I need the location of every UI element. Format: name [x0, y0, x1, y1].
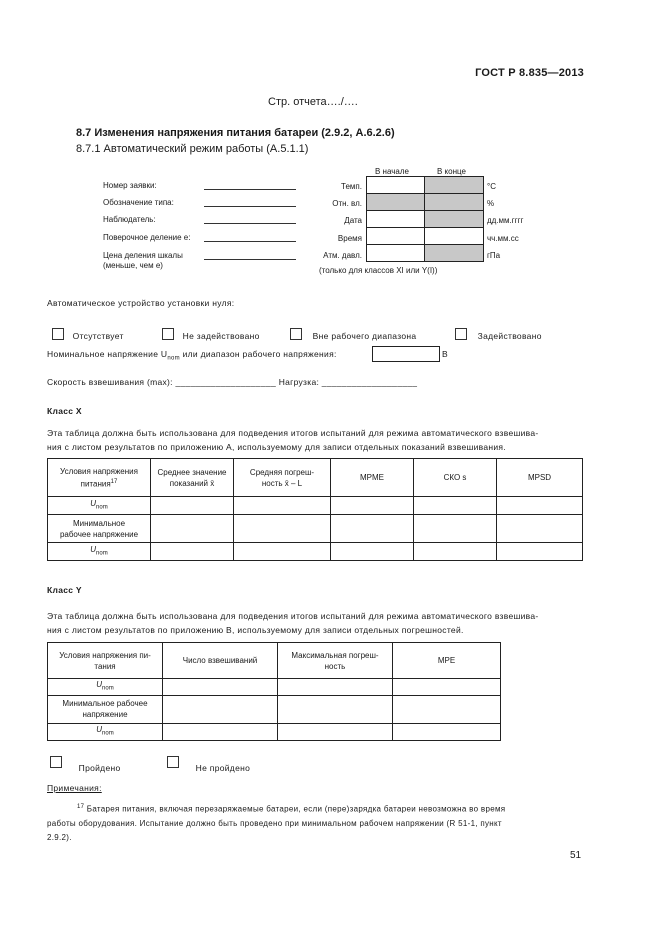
type-designation-label: Обозначение типа:	[103, 198, 174, 207]
date-start-cell[interactable]	[367, 211, 425, 228]
class-y-text-2: ния с листом результатов по приложению В, используемому для записи отдельных погрешностей.	[47, 625, 464, 635]
result-fail[interactable]: Не пройдено	[167, 756, 250, 769]
class-y-table	[47, 642, 501, 741]
table-row	[48, 497, 583, 515]
cy-header-mpe: MPE	[393, 643, 501, 679]
cy-row-min-voltage: Минимальное рабочее напряжение	[48, 695, 163, 723]
cy-header-max-error: Максимальная погреш- ность	[278, 643, 393, 679]
checkbox-absent[interactable]	[52, 328, 64, 340]
voltage-unit: В	[442, 349, 448, 359]
class-y-text-1: Эта таблица должна быть использована для подведения итогов испытаний для режима автоматического взвешива-	[47, 611, 539, 621]
time-start-cell[interactable]	[367, 228, 425, 245]
pressure-label: Атм. давл.	[323, 251, 362, 260]
checkbox-out-of-range[interactable]	[290, 328, 302, 340]
cx-header-mpme: MPME	[331, 459, 414, 497]
humidity-end-cell	[425, 194, 484, 211]
page-number: 51	[570, 850, 582, 861]
zero-option-not-engaged[interactable]: Не задействовано	[162, 328, 260, 341]
table-row	[48, 515, 583, 543]
date-unit: дд.мм.гггг	[487, 216, 524, 225]
cx-header-conditions: Условия напряжения питания$^{17}$	[48, 459, 151, 497]
cx-row-unom: $U_{nom}$	[48, 497, 151, 515]
time-end-cell[interactable]	[425, 228, 484, 245]
speed-load-line: Скорость взвешивания (max): ____________________ Нагрузка: ___________________	[47, 377, 418, 387]
cy-header-count: Число взвешиваний	[163, 643, 278, 679]
temp-start-cell[interactable]	[367, 177, 425, 194]
pressure-start-cell[interactable]	[367, 245, 425, 262]
cx-row-unom-2: $U_{nom}$	[48, 543, 151, 561]
class-x-text-1: Эта таблица должна быть использована для подведения итогов испытаний для режима автоматического взвешива-	[47, 428, 539, 438]
table-row	[48, 543, 583, 561]
pressure-end-cell	[425, 245, 484, 262]
checkbox-pass[interactable]	[50, 756, 62, 768]
conditions-note: (только для классов XI или Y(I))	[319, 266, 438, 275]
class-y-title: Класс Y	[47, 585, 82, 595]
col-end-header: В конце	[437, 167, 466, 176]
request-number-label: Номер заявки:	[103, 181, 157, 190]
scale-division-note: (меньше, чем e)	[103, 261, 163, 270]
cx-header-mean-error: Средняя погреш- ность x̄ – L	[234, 459, 331, 497]
verification-division-field[interactable]	[204, 241, 296, 242]
time-unit: чч.мм.сс	[487, 234, 519, 243]
observer-field[interactable]	[204, 223, 296, 224]
temp-end-cell	[425, 177, 484, 194]
class-x-title: Класс X	[47, 406, 82, 416]
report-page-reference: Стр. отчета…./….	[268, 96, 358, 108]
cy-row-unom-2: $U_{nom}$	[48, 723, 163, 740]
footnote-17: $^{17}$ Батарея питания, включая перезаряжаемые батареи, если (пере)зарядка батареи невозможна во время работы оборудования. Испытание должно быть проведено при минимальном рабочем напряжении (R 51-1, пункт 2.9.2).	[47, 804, 506, 842]
date-end-cell	[425, 211, 484, 228]
table-row	[48, 679, 501, 696]
date-label: Дата	[344, 216, 362, 225]
class-x-text-2: ния с листом результатов по приложению А, используемому для записи отдельных показаний взвешивания.	[47, 442, 506, 452]
humidity-unit: %	[487, 199, 495, 208]
type-designation-field[interactable]	[204, 206, 296, 207]
humidity-start-cell	[367, 194, 425, 211]
cx-header-sko: СКО s	[414, 459, 497, 497]
checkbox-fail[interactable]	[167, 756, 179, 768]
cy-header-conditions: Условия напряжения пи- тания	[48, 643, 163, 679]
class-x-table	[47, 458, 583, 561]
scale-division-label: Цена деления шкалы	[103, 251, 183, 260]
zero-option-out-of-range[interactable]: Вне рабочего диапазона	[290, 328, 416, 341]
table-row	[48, 723, 501, 740]
temp-label: Темп.	[341, 182, 362, 191]
zero-option-absent[interactable]: Отсутствует	[52, 328, 124, 341]
nominal-voltage-label: Номинальное напряжение $U_{nom}$ или диапазон рабочего напряжения:	[47, 349, 337, 362]
observer-label: Наблюдатель:	[103, 215, 156, 224]
checkbox-not-engaged[interactable]	[162, 328, 174, 340]
section-title: 8.7 Изменения напряжения питания батареи (2.9.2, А.6.2.6)	[76, 127, 395, 139]
notes-title: Примечания:	[47, 783, 102, 793]
conditions-table	[366, 176, 484, 262]
cx-header-mean: Среднее значение показаний x̄	[151, 459, 234, 497]
zero-option-engaged[interactable]: Задействовано	[455, 328, 542, 341]
checkbox-engaged[interactable]	[455, 328, 467, 340]
cx-row-min-voltage: Минимальное рабочее напряжение	[48, 515, 151, 543]
table-row	[48, 695, 501, 723]
col-start-header: В начале	[375, 167, 409, 176]
verification-division-label: Поверочное деление e:	[103, 233, 191, 242]
voltage-input-box[interactable]	[372, 346, 440, 362]
result-pass[interactable]: Пройдено	[50, 756, 121, 769]
humidity-label: Отн. вл.	[332, 199, 362, 208]
pressure-unit: гПа	[487, 251, 501, 260]
request-number-field[interactable]	[204, 189, 296, 190]
zero-device-label: Автоматическое устройство установки нуля:	[47, 298, 235, 308]
cy-row-unom: $U_{nom}$	[48, 679, 163, 696]
temp-unit: °C	[487, 182, 496, 191]
scale-division-field[interactable]	[204, 259, 296, 260]
subsection-title: 8.7.1 Автоматический режим работы (А.5.1.1)	[76, 143, 309, 155]
time-label: Время	[337, 234, 362, 243]
document-standard-number: ГОСТ Р 8.835—2013	[475, 67, 584, 79]
cx-header-mpsd: MPSD	[497, 459, 583, 497]
